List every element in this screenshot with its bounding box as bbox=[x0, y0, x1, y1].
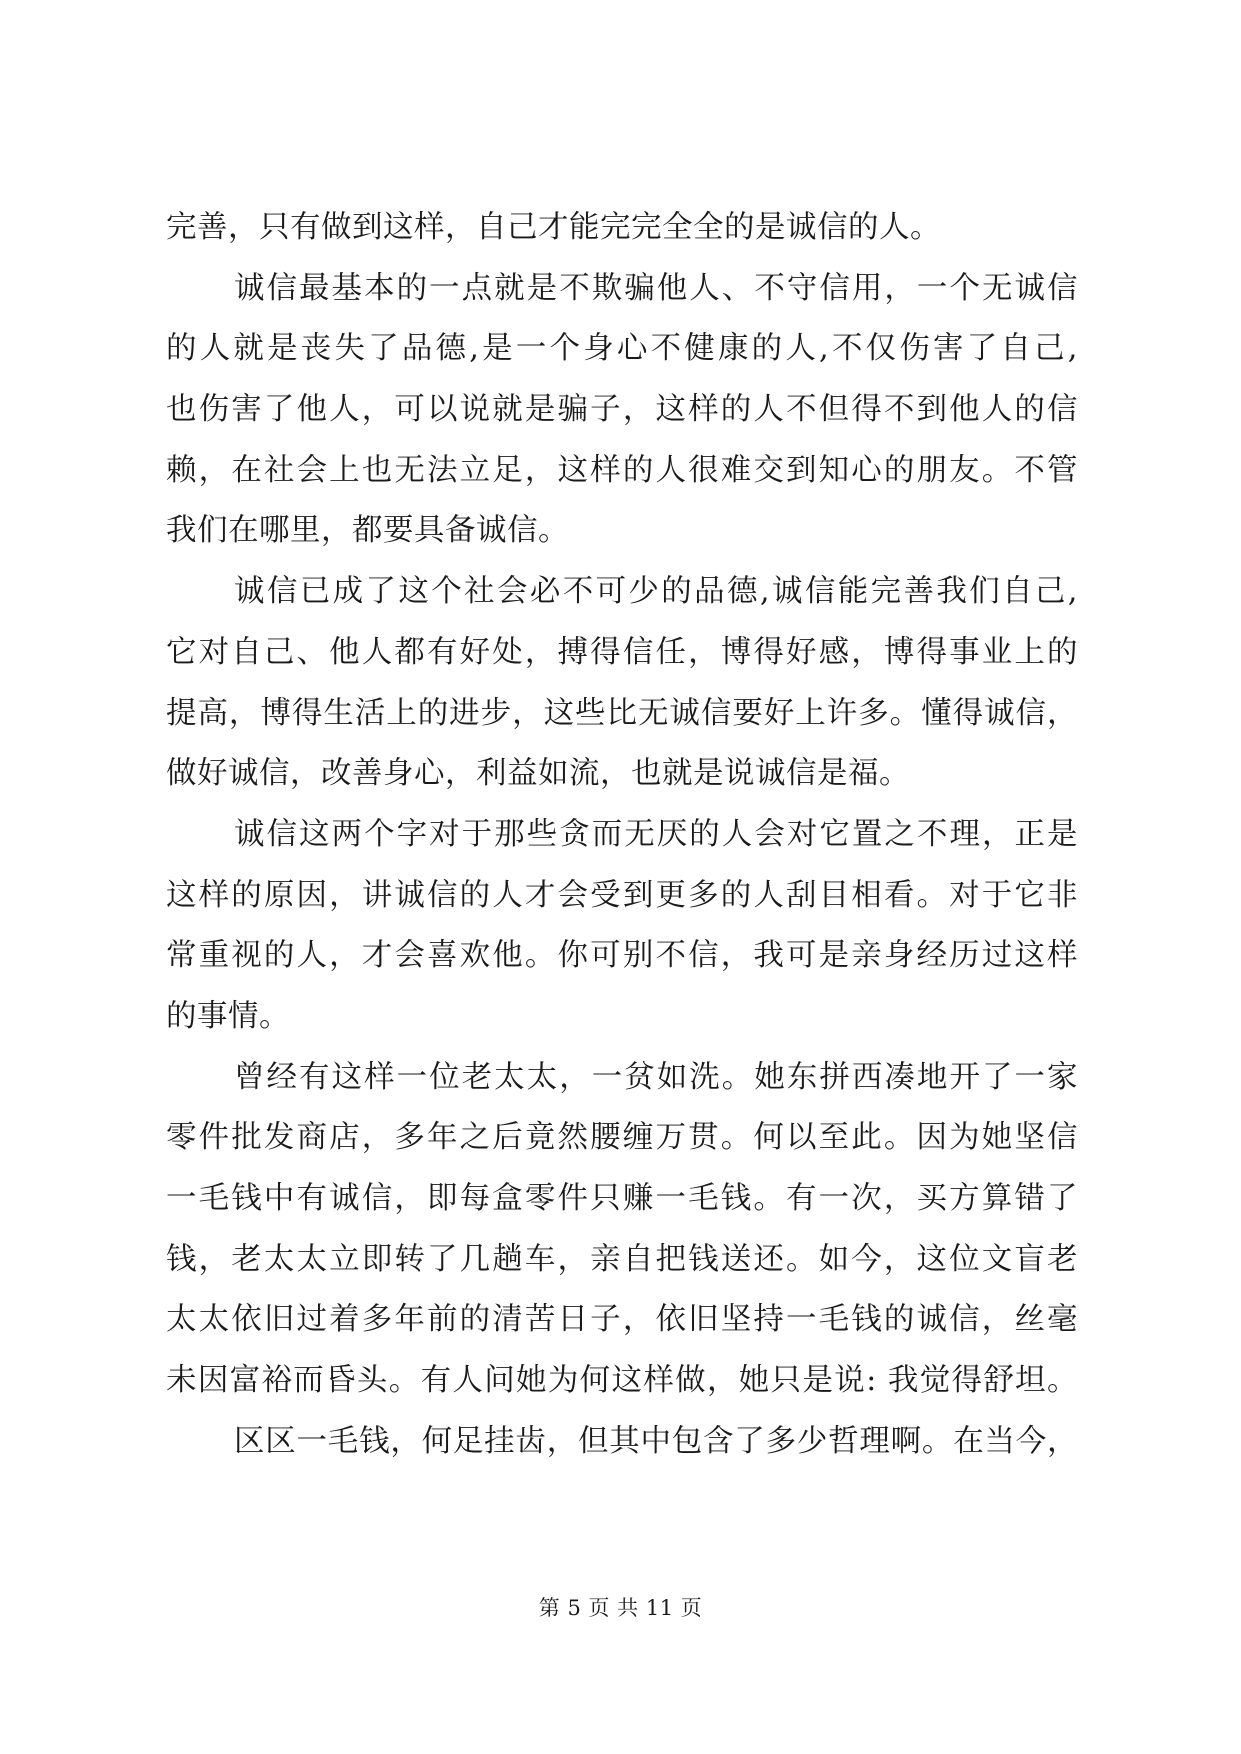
text-line: 钱，老太太立即转了几趟车，亲自把钱送还。如今，这位文盲老 bbox=[166, 1241, 1078, 1277]
text-line: 我们在哪里，都要具备诚信。 bbox=[166, 513, 569, 549]
text-line: 零件批发商店，多年之后竟然腰缠万贯。何以至此。因为她坚信 bbox=[166, 1120, 1078, 1156]
text-line: 也伤害了他人，可以说就是骗子，这样的人不但得不到他人的信 bbox=[166, 392, 1078, 428]
text-line: 诚信最基本的一点就是不欺骗他人、不守信用，一个无诚信 bbox=[234, 270, 1078, 306]
text-line: 它对自己、他人都有好处，搏得信任，博得好感，博得事业上的 bbox=[166, 634, 1078, 670]
text-line: 一毛钱中有诚信，即每盒零件只赚一毛钱。有一次，买方算错了 bbox=[166, 1181, 1078, 1216]
text-line: 常重视的人，才会喜欢他。你可别不信，我可是亲身经历过这样 bbox=[166, 938, 1078, 974]
text-line: 曾经有这样一位老太太，一贫如洗。她东拼西凑地开了一家 bbox=[234, 1059, 1078, 1095]
text-line: 的事情。 bbox=[166, 998, 290, 1034]
text-line: 诚信已成了这个社会必不可少的品德,诚信能完善我们自己, bbox=[234, 574, 1078, 610]
text-line: 未因富裕而昏头。有人问她为何这样做，她只是说: 我觉得舒坦。 bbox=[166, 1363, 1078, 1399]
text-line: 区区一毛钱，何足挂齿，但其中包含了多少哲理啊。在当今， bbox=[234, 1423, 1078, 1459]
document-body bbox=[166, 198, 1078, 1472]
text-line: 赖，在社会上也无法立足，这样的人很难交到知心的朋友。不管 bbox=[166, 452, 1078, 488]
page-footer: 第 5 页 共 11 页 bbox=[538, 1596, 703, 1620]
text-line: 提高，博得生活上的进步，这些比无诚信要好上许多。懂得诚信， bbox=[166, 695, 1078, 731]
text-line: 这样的原因，讲诚信的人才会受到更多的人刮目相看。对于它非 bbox=[166, 877, 1078, 913]
text-line: 太太依旧过着多年前的清苦日子，依旧坚持一毛钱的诚信，丝毫 bbox=[166, 1302, 1078, 1338]
text-line: 诚信这两个字对于那些贪而无厌的人会对它置之不理，正是 bbox=[234, 816, 1078, 852]
text-line: 完善，只有做到这样，自己才能完完全全的是诚信的人。 bbox=[166, 210, 941, 245]
text-line: 的人就是丧失了品德,是一个身心不健康的人,不仅伤害了自己, bbox=[166, 331, 1078, 367]
text-line: 做好诚信，改善身心，利益如流，也就是说诚信是福。 bbox=[166, 756, 910, 792]
